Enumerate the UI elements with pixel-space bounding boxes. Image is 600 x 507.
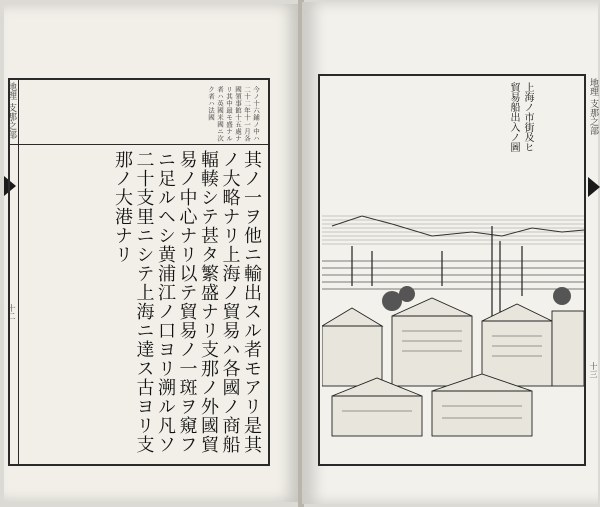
right-side-strip (586, 74, 598, 466)
right-side-title: 地理 支那之部 (588, 78, 598, 135)
left-text-frame (8, 78, 270, 466)
body-text: 其ノ一ヲ他ニ輸出スル者モアリ是其ノ大略ナリ上海ノ貿易ハ各國ノ商船輻輳シテ甚タ繁盛ナリ支那ノ外國貿易ノ中心ナリ以テ貿易ノ一斑ヲ窺フニ足ルヘシ黄浦江ノ口ヨリ溯ル凡ソ二十支里ニシテ上海ニ達ス古ヨリ支那ノ大港ナリ (112, 150, 262, 454)
fishtail-mark-right-icon (588, 177, 600, 197)
right-page-number: 十三 (589, 362, 598, 378)
left-side-title: 地理 支那之部 (6, 82, 16, 139)
shanghai-harbor-illustration (322, 86, 584, 456)
left-page-number: 十二 (7, 304, 16, 320)
right-page (302, 2, 598, 504)
mountain-outline (332, 216, 584, 236)
left-page (4, 4, 300, 502)
river-water (322, 261, 584, 289)
headnote-text: 今ノ十六鋪ノ中ハ二十二年十一月各國領事館十五處ナリ其中最モ盛ナル者ハ英國米國ニ次ク者ハ法國 (207, 86, 260, 142)
illustration-frame (318, 74, 586, 466)
waterfront-buildings (322, 298, 584, 436)
headnote-box (10, 80, 268, 145)
illustration-caption: 上海ノ市街及ヒ貿易船出入ノ圖 (508, 82, 533, 152)
